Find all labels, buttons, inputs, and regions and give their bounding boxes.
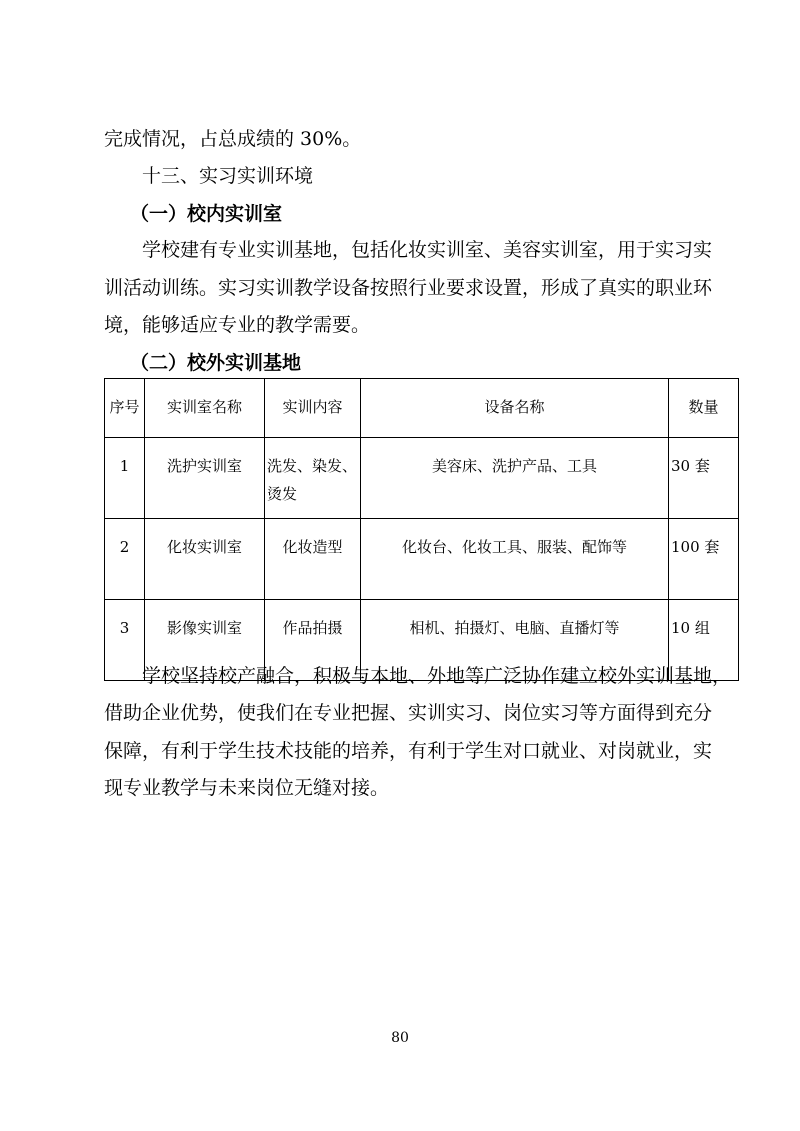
page-number: 80	[391, 1030, 409, 1046]
table-row	[105, 438, 739, 519]
cell-equipment: 相机、拍摄灯、电脑、直播灯等	[361, 600, 669, 681]
text-line-completion: 完成情况，占总成绩的 30%。	[104, 128, 362, 150]
paragraph-line: 借助企业优势，使我们在专业把握、实训实习、岗位实习等方面得到充分	[104, 702, 713, 724]
cell-room-name: 影像实训室	[145, 600, 265, 681]
cell-quantity: 10 组	[669, 600, 739, 681]
cell-room-name: 化妆实训室	[145, 519, 265, 600]
cell-training-content: 作品拍摄	[265, 600, 361, 681]
cell-quantity: 100 套	[669, 519, 739, 600]
cell-training-content: 化妆造型	[265, 519, 361, 600]
cell-equipment: 美容床、洗护产品、工具	[361, 438, 669, 519]
cell-equipment: 化妆台、化妆工具、服装、配饰等	[361, 519, 669, 600]
header-training-content: 实训内容	[265, 379, 361, 438]
paragraph-line: 训活动训练。实习实训教学设备按照行业要求设置，形成了真实的职业环	[104, 277, 713, 299]
header-room-name: 实训室名称	[145, 379, 265, 438]
sub-heading-external-training-bases: （二）校外实训基地	[130, 352, 302, 374]
paragraph-line: 学校建有专业实训基地，包括化妆实训室、美容实训室，用于实习实	[142, 239, 713, 261]
header-quantity: 数量	[669, 379, 739, 438]
cell-room-name: 洗护实训室	[145, 438, 265, 519]
header-equipment: 设备名称	[361, 379, 669, 438]
paragraph-line: 境，能够适应专业的教学需要。	[104, 314, 371, 336]
paragraph-line: 保障，有利于学生技术技能的培养，有利于学生对口就业、对岗就业，实	[104, 740, 713, 762]
cell-seq: 1	[105, 438, 145, 519]
table-header-row	[105, 379, 739, 438]
table-row	[105, 519, 739, 600]
paragraph-line: 现专业教学与未来岗位无缝对接。	[104, 777, 390, 799]
cell-quantity: 30 套	[669, 438, 739, 519]
paragraph-line: 学校坚持校产融合，积极与本地、外地等广泛协作建立校外实训基地，	[142, 665, 732, 687]
section-heading: 十三、实习实训环境	[142, 165, 314, 187]
training-facilities-table	[104, 378, 739, 681]
cell-training-content: 洗发、染发、烫发	[265, 438, 361, 519]
sub-heading-internal-training-rooms: （一）校内实训室	[130, 203, 283, 225]
cell-seq: 2	[105, 519, 145, 600]
header-seq: 序号	[105, 379, 145, 438]
cell-seq: 3	[105, 600, 145, 681]
